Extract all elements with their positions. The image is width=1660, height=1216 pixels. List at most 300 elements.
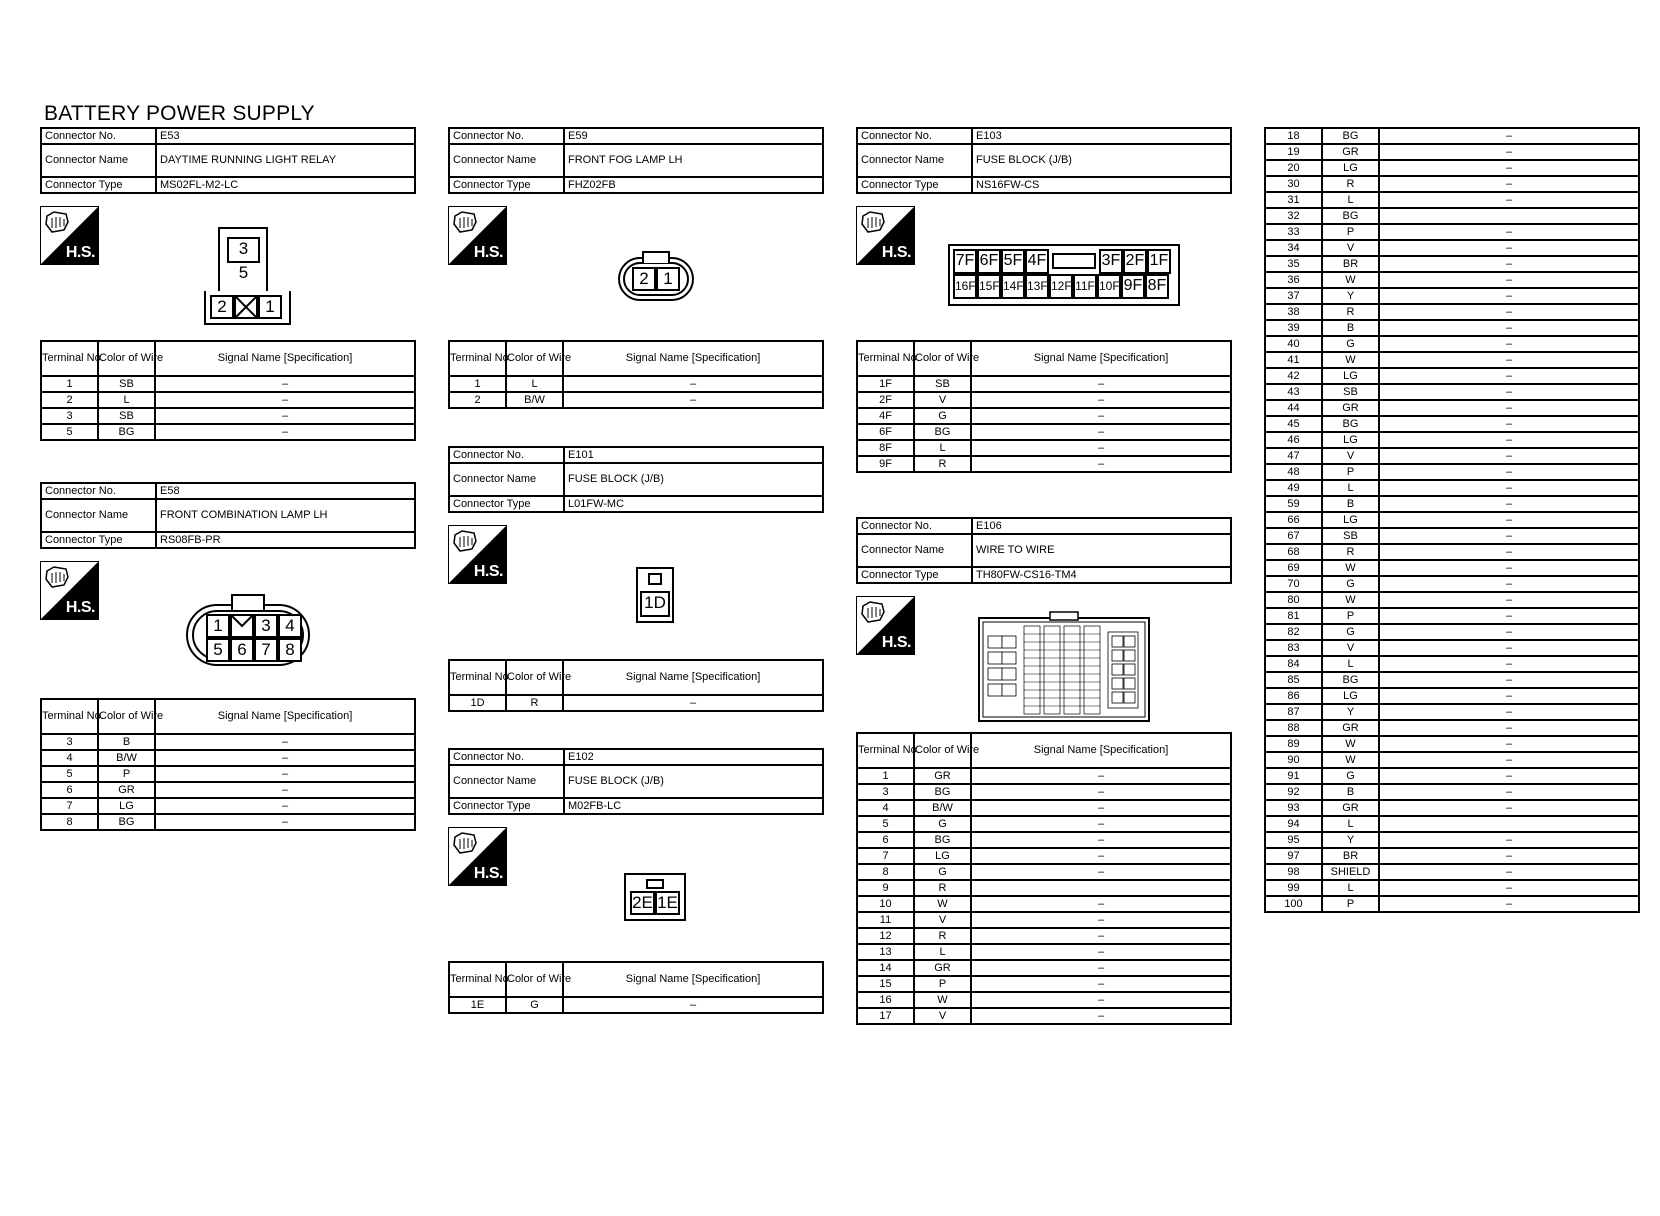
wire-color-cell: P	[1322, 224, 1379, 240]
wire-color-cell: BG	[98, 814, 155, 830]
wire-color-cell: V	[1322, 448, 1379, 464]
terminal-no-cell: 100	[1265, 896, 1322, 912]
signal-name-cell: –	[1379, 624, 1639, 640]
wire-color-cell: W	[914, 896, 971, 912]
signal-name-cell	[1379, 208, 1639, 224]
terminal-no-cell: 3	[41, 734, 98, 750]
table-row	[857, 928, 1231, 944]
wire-color-cell: R	[914, 456, 971, 472]
terminal-no-cell: 2F	[857, 392, 914, 408]
table-row	[857, 456, 1231, 472]
connector-type-value: M02FB-LC	[564, 798, 823, 814]
wire-color-cell: P	[914, 976, 971, 992]
table-row	[41, 766, 415, 782]
signal-name-cell: –	[563, 376, 823, 392]
hand-icon	[860, 210, 886, 234]
terminal-no-cell: 92	[1265, 784, 1322, 800]
signal-header: Signal Name [Specification]	[563, 962, 823, 997]
wire-color-cell: G	[506, 997, 563, 1013]
terminal-no-header: Terminal No.	[857, 341, 914, 376]
terminal-no-cell: 14	[857, 960, 914, 976]
signal-name-cell: –	[155, 408, 415, 424]
table-row	[41, 408, 415, 424]
wire-color-cell: LG	[1322, 368, 1379, 384]
connector-type-label: Connector Type	[41, 177, 156, 193]
pin: 1E	[655, 891, 680, 915]
terminal-no-cell: 1F	[857, 376, 914, 392]
connector-type-label: Connector Type	[41, 532, 156, 548]
table-row	[857, 848, 1231, 864]
connector-face-e59	[618, 251, 694, 301]
connector-name-label: Connector Name	[449, 463, 564, 496]
connector-no-value: E106	[972, 518, 1231, 534]
table-row	[1265, 832, 1639, 848]
terminal-no-cell: 33	[1265, 224, 1322, 240]
table-row	[41, 782, 415, 798]
connector-e103	[856, 127, 1232, 194]
terminal-no-cell: 6F	[857, 424, 914, 440]
terminal-no-cell: 89	[1265, 736, 1322, 752]
table-row	[857, 768, 1231, 784]
terminal-no-header: Terminal No.	[857, 733, 914, 768]
signal-name-cell: –	[155, 424, 415, 440]
terminal-no-cell: 3	[41, 408, 98, 424]
connector-info-table	[40, 127, 416, 194]
pin: 1	[258, 295, 282, 319]
terminal-no-cell: 41	[1265, 352, 1322, 368]
wire-color-cell: G	[914, 816, 971, 832]
terminal-no-cell: 80	[1265, 592, 1322, 608]
terminal-no-cell: 10	[857, 896, 914, 912]
wire-color-cell: G	[914, 864, 971, 880]
signal-name-cell: –	[155, 766, 415, 782]
signal-name-cell: –	[1379, 192, 1639, 208]
table-row	[449, 695, 823, 711]
connector-no-label: Connector No.	[41, 128, 156, 144]
signal-name-cell: –	[1379, 256, 1639, 272]
signal-name-cell: –	[1379, 432, 1639, 448]
connector-name-value: FRONT FOG LAMP LH	[564, 144, 823, 177]
connector-type-value: FHZ02FB	[564, 177, 823, 193]
wire-color-cell: GR	[1322, 800, 1379, 816]
pin: 5	[227, 263, 260, 289]
connector-e59	[448, 127, 824, 194]
connector-name-label: Connector Name	[857, 534, 972, 567]
table-row	[1265, 528, 1639, 544]
connector-slot	[1052, 253, 1096, 269]
color-header: Color of Wire	[98, 341, 155, 376]
signal-name-cell: –	[1379, 368, 1639, 384]
table-row	[857, 408, 1231, 424]
signal-name-cell: –	[1379, 688, 1639, 704]
terminal-no-cell: 91	[1265, 768, 1322, 784]
wire-color-cell: R	[1322, 176, 1379, 192]
wire-color-cell: LG	[1322, 432, 1379, 448]
table-row	[1265, 704, 1639, 720]
table-row	[1265, 688, 1639, 704]
pin: 8	[278, 638, 302, 662]
terminal-no-cell: 12	[857, 928, 914, 944]
terminal-no-cell: 93	[1265, 800, 1322, 816]
table-row	[1265, 544, 1639, 560]
terminal-table-e58	[40, 698, 416, 831]
pin: 10F	[1097, 274, 1121, 299]
wire-color-cell: V	[914, 392, 971, 408]
signal-name-cell: –	[1379, 560, 1639, 576]
page-title: BATTERY POWER SUPPLY	[44, 102, 315, 125]
hs-label: H.S.	[473, 244, 503, 261]
terminal-no-cell: 18	[1265, 128, 1322, 144]
signal-name-cell: –	[1379, 128, 1639, 144]
terminal-table-e106-continued	[1264, 127, 1640, 913]
connector-name-value: FUSE BLOCK (J/B)	[564, 765, 823, 798]
color-header: Color of Wire	[914, 733, 971, 768]
wire-color-cell: LG	[1322, 160, 1379, 176]
signal-name-cell: –	[1379, 752, 1639, 768]
wire-color-cell: LG	[914, 848, 971, 864]
terminal-table-e101	[448, 659, 824, 712]
table-row	[857, 832, 1231, 848]
terminal-no-header: Terminal No.	[41, 341, 98, 376]
hs-label: H.S.	[65, 599, 95, 616]
table-row	[1265, 128, 1639, 144]
signal-name-cell: –	[1379, 448, 1639, 464]
hs-label: H.S.	[881, 634, 911, 651]
table-row	[41, 392, 415, 408]
terminal-no-cell: 17	[857, 1008, 914, 1024]
color-header: Color of Wire	[506, 341, 563, 376]
signal-name-cell: –	[563, 997, 823, 1013]
wire-color-cell: V	[914, 1008, 971, 1024]
table-row	[1265, 288, 1639, 304]
terminal-no-cell: 15	[857, 976, 914, 992]
table-row	[1265, 880, 1639, 896]
wire-color-cell: BG	[98, 424, 155, 440]
multi-pin-connector-diagram	[978, 612, 1150, 722]
wire-color-cell: B/W	[914, 800, 971, 816]
pin: 2	[632, 267, 656, 291]
table-row	[1265, 496, 1639, 512]
signal-name-cell: –	[971, 992, 1231, 1008]
table-row	[1265, 624, 1639, 640]
terminal-no-cell: 46	[1265, 432, 1322, 448]
terminal-no-cell: 11	[857, 912, 914, 928]
connector-face-e53	[204, 227, 291, 325]
connector-no-value: E53	[156, 128, 415, 144]
signal-name-cell: –	[1379, 704, 1639, 720]
signal-name-cell: –	[971, 424, 1231, 440]
wire-color-cell: G	[914, 408, 971, 424]
pin: 7F	[953, 249, 977, 274]
pin: 15F	[977, 274, 1001, 299]
signal-name-cell: –	[1379, 848, 1639, 864]
terminal-no-cell: 5	[41, 766, 98, 782]
table-row	[1265, 848, 1639, 864]
wire-color-cell: G	[1322, 624, 1379, 640]
connector-type-label: Connector Type	[857, 177, 972, 193]
connector-e53	[40, 127, 416, 194]
signal-name-cell: –	[1379, 400, 1639, 416]
wire-color-cell: L	[98, 392, 155, 408]
signal-name-cell: –	[971, 408, 1231, 424]
signal-name-cell	[971, 880, 1231, 896]
wire-color-cell: GR	[1322, 144, 1379, 160]
terminal-no-cell: 66	[1265, 512, 1322, 528]
signal-name-cell: –	[1379, 608, 1639, 624]
connector-no-value: E101	[564, 447, 823, 463]
table-row	[1265, 784, 1639, 800]
terminal-no-cell: 19	[1265, 144, 1322, 160]
terminal-no-cell: 39	[1265, 320, 1322, 336]
signal-name-cell: –	[971, 944, 1231, 960]
signal-name-cell: –	[1379, 592, 1639, 608]
terminal-no-cell: 38	[1265, 304, 1322, 320]
signal-name-cell: –	[971, 864, 1231, 880]
wire-color-cell: W	[1322, 352, 1379, 368]
wire-color-cell: BG	[914, 784, 971, 800]
connector-name-label: Connector Name	[449, 765, 564, 798]
hs-icon	[40, 561, 99, 620]
connector-type-label: Connector Type	[449, 177, 564, 193]
signal-name-cell: –	[1379, 544, 1639, 560]
wire-color-cell: P	[98, 766, 155, 782]
hs-icon	[856, 596, 915, 655]
wire-color-cell: B/W	[98, 750, 155, 766]
table-row	[857, 1008, 1231, 1024]
table-row	[449, 997, 823, 1013]
table-row	[1265, 144, 1639, 160]
terminal-no-cell: 45	[1265, 416, 1322, 432]
terminal-no-cell: 16	[857, 992, 914, 1008]
terminal-no-cell: 98	[1265, 864, 1322, 880]
terminal-no-header: Terminal No.	[41, 699, 98, 734]
wire-color-cell: L	[1322, 880, 1379, 896]
terminal-no-cell: 40	[1265, 336, 1322, 352]
pin: 1F	[1147, 249, 1171, 274]
signal-name-cell: –	[971, 784, 1231, 800]
table-row	[857, 912, 1231, 928]
table-row	[1265, 640, 1639, 656]
signal-name-cell: –	[1379, 224, 1639, 240]
signal-header: Signal Name [Specification]	[971, 733, 1231, 768]
pin: 12F	[1049, 274, 1073, 299]
color-header: Color of Wire	[506, 660, 563, 695]
terminal-no-cell: 47	[1265, 448, 1322, 464]
signal-name-cell: –	[563, 695, 823, 711]
wire-color-cell: GR	[98, 782, 155, 798]
connector-no-value: E58	[156, 483, 415, 499]
hs-label: H.S.	[65, 244, 95, 261]
signal-name-cell: –	[1379, 736, 1639, 752]
table-row	[857, 944, 1231, 960]
wire-color-cell: L	[914, 440, 971, 456]
terminal-no-cell: 32	[1265, 208, 1322, 224]
connector-name-value: FUSE BLOCK (J/B)	[972, 144, 1231, 177]
signal-name-cell: –	[971, 928, 1231, 944]
pin: 13F	[1025, 274, 1049, 299]
terminal-no-cell: 9	[857, 880, 914, 896]
pin: 1D	[640, 591, 670, 617]
connector-no-value: E103	[972, 128, 1231, 144]
table-row	[857, 440, 1231, 456]
signal-name-cell: –	[1379, 656, 1639, 672]
terminal-table-e106	[856, 732, 1232, 1025]
signal-name-cell: –	[1379, 640, 1639, 656]
terminal-no-cell: 13	[857, 944, 914, 960]
table-row	[1265, 320, 1639, 336]
terminal-no-header: Terminal No.	[449, 341, 506, 376]
terminal-no-cell: 82	[1265, 624, 1322, 640]
terminal-no-cell: 2	[449, 392, 506, 408]
wire-color-cell: L	[1322, 192, 1379, 208]
signal-name-cell: –	[1379, 144, 1639, 160]
signal-name-cell: –	[1379, 336, 1639, 352]
signal-name-cell: –	[971, 800, 1231, 816]
table-row	[1265, 656, 1639, 672]
terminal-no-cell: 1	[41, 376, 98, 392]
terminal-no-cell: 30	[1265, 176, 1322, 192]
table-row	[1265, 864, 1639, 880]
terminal-no-cell: 90	[1265, 752, 1322, 768]
hs-icon	[856, 206, 915, 265]
table-row	[857, 880, 1231, 896]
signal-name-cell: –	[971, 816, 1231, 832]
terminal-no-cell: 85	[1265, 672, 1322, 688]
table-row	[41, 376, 415, 392]
connector-e106	[856, 517, 1232, 584]
table-row	[1265, 304, 1639, 320]
terminal-table-e102	[448, 961, 824, 1014]
connector-e58	[40, 482, 416, 549]
terminal-no-cell: 35	[1265, 256, 1322, 272]
terminal-no-cell: 4	[41, 750, 98, 766]
table-row	[41, 750, 415, 766]
signal-name-cell: –	[971, 896, 1231, 912]
wire-color-cell: BR	[1322, 256, 1379, 272]
connector-type-value: TH80FW-CS16-TM4	[972, 567, 1231, 583]
wire-color-cell: L	[914, 944, 971, 960]
signal-name-cell: –	[155, 798, 415, 814]
wire-color-cell: SB	[914, 376, 971, 392]
terminal-no-cell: 67	[1265, 528, 1322, 544]
terminal-no-cell: 1D	[449, 695, 506, 711]
connector-type-label: Connector Type	[449, 496, 564, 512]
table-row	[1265, 512, 1639, 528]
pin: 5	[206, 638, 230, 662]
wire-color-cell: P	[1322, 608, 1379, 624]
signal-name-cell: –	[1379, 672, 1639, 688]
hs-icon	[448, 827, 507, 886]
table-row	[1265, 272, 1639, 288]
terminal-no-cell: 2	[41, 392, 98, 408]
table-row	[1265, 432, 1639, 448]
connector-name-label: Connector Name	[449, 144, 564, 177]
connector-type-label: Connector Type	[449, 798, 564, 814]
table-row	[449, 392, 823, 408]
terminal-table-e103	[856, 340, 1232, 473]
wire-color-cell: W	[914, 992, 971, 1008]
table-row	[857, 960, 1231, 976]
signal-name-cell: –	[971, 832, 1231, 848]
signal-name-cell: –	[1379, 176, 1639, 192]
wire-color-cell: L	[506, 376, 563, 392]
table-row	[1265, 192, 1639, 208]
terminal-no-cell: 37	[1265, 288, 1322, 304]
table-row	[1265, 592, 1639, 608]
signal-name-cell: –	[1379, 480, 1639, 496]
table-row	[1265, 448, 1639, 464]
wire-color-cell: LG	[98, 798, 155, 814]
wire-color-cell: W	[1322, 736, 1379, 752]
connector-name-value: WIRE TO WIRE	[972, 534, 1231, 567]
signal-name-cell: –	[1379, 320, 1639, 336]
signal-header: Signal Name [Specification]	[155, 341, 415, 376]
connector-face-e102	[624, 873, 686, 921]
hs-label: H.S.	[473, 563, 503, 580]
connector-face-e101	[636, 567, 674, 623]
table-row	[1265, 384, 1639, 400]
signal-name-cell: –	[971, 1008, 1231, 1024]
hand-icon	[452, 831, 478, 855]
table-row	[449, 376, 823, 392]
pin: 7	[254, 638, 278, 662]
connector-face-e106	[978, 612, 1150, 722]
wire-color-cell: V	[914, 912, 971, 928]
connector-no-value: E59	[564, 128, 823, 144]
signal-name-cell: –	[971, 440, 1231, 456]
color-header: Color of Wire	[914, 341, 971, 376]
connector-name-label: Connector Name	[41, 144, 156, 177]
terminal-no-cell: 8F	[857, 440, 914, 456]
pin: 6	[230, 638, 254, 662]
connector-no-label: Connector No.	[449, 128, 564, 144]
signal-name-cell: –	[1379, 720, 1639, 736]
connector-no-label: Connector No.	[449, 447, 564, 463]
terminal-no-cell: 68	[1265, 544, 1322, 560]
wire-color-cell: L	[1322, 816, 1379, 832]
connector-no-label: Connector No.	[41, 483, 156, 499]
table-row	[1265, 400, 1639, 416]
terminal-no-header: Terminal No.	[449, 962, 506, 997]
table-row	[857, 976, 1231, 992]
terminal-no-cell: 88	[1265, 720, 1322, 736]
table-row	[1265, 576, 1639, 592]
wire-color-cell: V	[1322, 240, 1379, 256]
terminal-no-cell: 6	[41, 782, 98, 798]
signal-header: Signal Name [Specification]	[563, 660, 823, 695]
wire-color-cell: W	[1322, 560, 1379, 576]
signal-name-cell: –	[1379, 800, 1639, 816]
color-header: Color of Wire	[98, 699, 155, 734]
pin: 2F	[1123, 249, 1147, 274]
signal-name-cell: –	[1379, 528, 1639, 544]
table-row	[857, 800, 1231, 816]
hand-icon	[860, 600, 886, 624]
wire-color-cell: BR	[1322, 848, 1379, 864]
hand-icon	[452, 210, 478, 234]
terminal-no-cell: 87	[1265, 704, 1322, 720]
table-row	[1265, 208, 1639, 224]
table-row	[1265, 560, 1639, 576]
table-row	[1265, 368, 1639, 384]
terminal-no-cell: 7	[857, 848, 914, 864]
wire-color-cell: B	[1322, 496, 1379, 512]
pin: 3	[254, 614, 278, 638]
signal-name-cell: –	[971, 768, 1231, 784]
table-row	[1265, 352, 1639, 368]
signal-name-cell: –	[971, 392, 1231, 408]
terminal-no-cell: 1	[857, 768, 914, 784]
